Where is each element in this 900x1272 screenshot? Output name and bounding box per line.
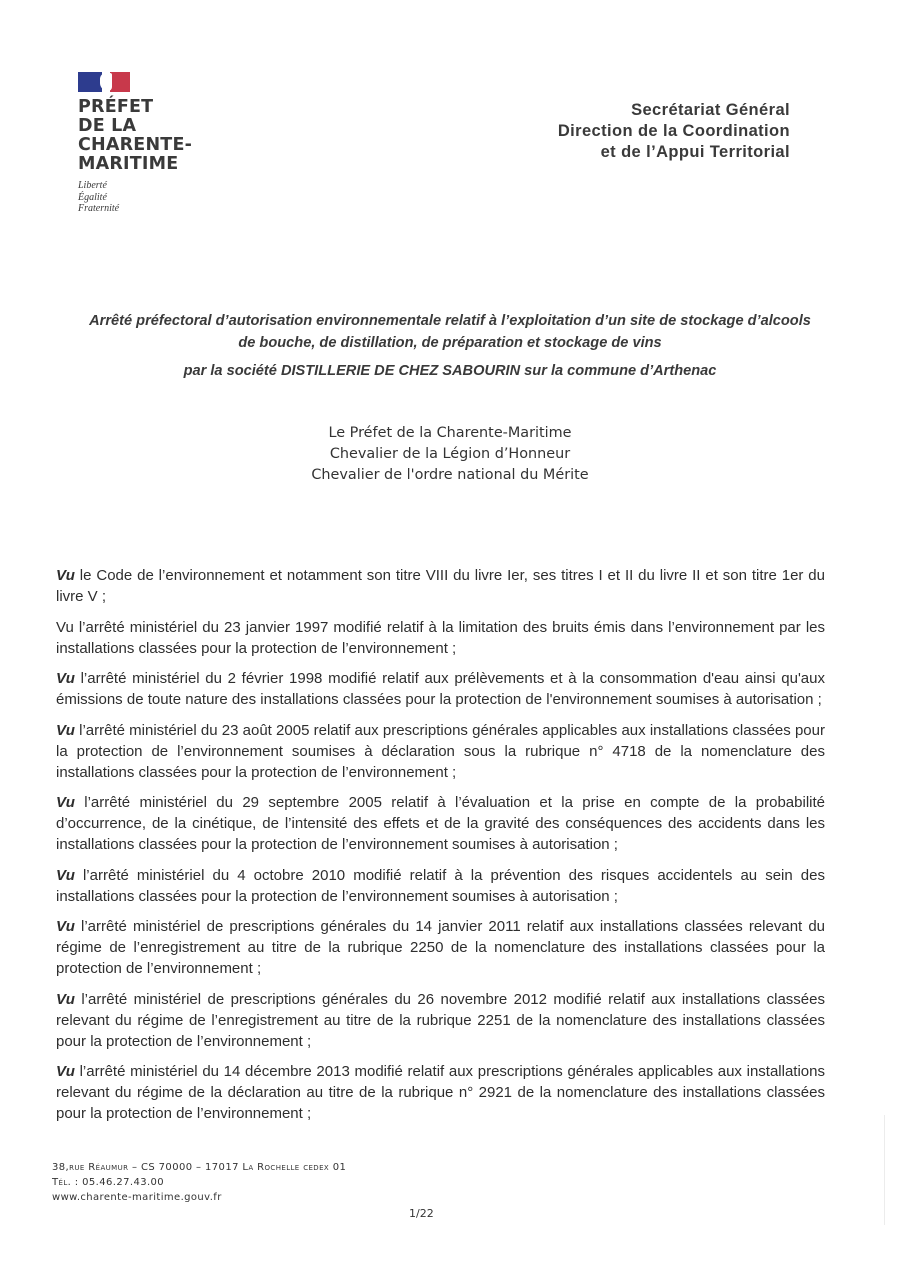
visa-text: l’arrêté ministériel de prescriptions générales du 26 novembre 2012 modifié relatif aux installations classées relevant du régime de l’enregistrement au titre de la rubrique 2251 de la nomenclature des installations classées pour la protection de l’environnement ; [56,990,825,1050]
footer-phone: Tél. : 05.46.27.43.00 [52,1177,165,1188]
title-line [50,360,850,382]
prefecture-name [78,98,218,174]
prefecture-name-line: DE LA [78,116,137,136]
prefecture-name-line: CHARENTE- [78,135,193,155]
visa-text: l’arrêté ministériel du 14 décembre 2013 modifié relatif aux prescriptions générales applicables aux installations relevant du régime de la déclaration au titre de la rubrique n° 2921 de la nomenclature des installations classées pour la protection de l’environnement ; [56,1063,825,1122]
page-number: 1/22 [409,1207,434,1220]
visa-text: l’arrêté ministériel du 2 février 1998 modifié relatif aux prélèvements et à la consommation d'eau ainsi qu'aux émissions de toute nature des installations classées pour la protection de l'environnement soumises à autorisation ; [56,670,825,708]
vu-label: Vu [56,794,75,811]
visa-paragraph [56,989,825,1052]
marianne-profile [100,73,112,91]
visa-text: l’arrêté ministériel du 4 octobre 2010 modifié relatif à la prévention des risques accidentels au sein des installations classées pour la protection de l’environnement soumises à autorisation ; [56,866,825,905]
vu-label: Vu [56,866,75,884]
vu-label: Vu [56,670,75,687]
vu-label: Vu [56,721,75,739]
subtitle-suffix: sur la commune d’Arthenac [520,363,717,379]
visa-paragraph [56,617,825,659]
title-line: Arrêté préfectoral d’autorisation environnementale relatif à l’exploitation d’un site de stockage d’alcools [89,313,811,329]
service-line: et de l’Appui Territorial [600,143,790,161]
visa-paragraph [56,792,825,855]
motto-fraternite: Fraternité [78,203,120,214]
footer-website-link[interactable]: www.charente-maritime.gouv.fr [52,1192,222,1203]
prefecture-logo [78,72,218,215]
issuing-service [558,100,790,163]
vu-label: Vu [56,618,74,636]
visa-paragraph [56,565,825,607]
visa-text: l’arrêté ministériel du 29 septembre 2005 relatif à l’évaluation et la prise en compte de la probabilité d’occurrence, de la cinétique, de l’intensité des effets et de la gravité des conséquences des accidents dans les installations classées pour la protection de l’environnement soumises à autorisation ; [56,794,825,853]
decree-subtitle [50,360,850,382]
company-name: DISTILLERIE DE CHEZ SABOURIN [280,363,521,379]
visa-text: l’arrêté ministériel du 23 janvier 1997 modifié relatif à la limitation des bruits émis dans l’environnement par les installations classées pour la protection de l’environnement ; [56,618,825,657]
prefet-line: Chevalier de l'ordre national du Mérite [311,467,589,483]
visa-text: l’arrêté ministériel de prescriptions générales du 14 janvier 2011 relatif aux installations classées relevant du régime de l’enregistrement au titre de la rubrique 2250 de la nomenclature des installations classées pour la protection de l’environnement ; [56,918,825,977]
republic-motto [78,180,218,215]
subtitle-prefix: par la société [183,363,281,379]
service-line: Direction de la Coordination [557,122,790,140]
prefet-line: Chevalier de la Légion d’Honneur [329,446,571,462]
decree-title [50,310,850,354]
visa-paragraph [56,865,825,907]
footer-address: 38,rue Réaumur – CS 70000 – 17017 La Rochelle cedex 01 [52,1162,347,1173]
visa-paragraph [56,1061,825,1124]
vu-label: Vu [56,567,75,584]
vu-label: Vu [56,990,75,1008]
visa-paragraph [56,916,825,979]
visa-paragraph [56,720,825,783]
prefet-block [250,423,650,486]
flag-red [110,72,130,92]
vu-label: Vu [56,918,75,935]
flag-blue [78,72,102,92]
visas-list [56,565,825,1134]
scan-artifact-line [884,1115,885,1225]
service-line: Secrétariat Général [631,101,790,119]
page-footer [52,1160,346,1205]
vu-label: Vu [56,1063,75,1080]
visa-text: l’arrêté ministériel du 23 août 2005 relatif aux prescriptions générales applicables aux installations classées pour la protection de l’environnement soumises à déclaration sous la rubrique n° 4718 de la nomenclature des installations classées pour la protection de l’environnement ; [56,721,825,781]
visa-text: le Code de l’environnement et notamment son titre VIII du livre Ier, ses titres I et II du livre II et son titre 1er du livre V ; [56,567,825,605]
motto-egalite: Égalité [78,191,107,203]
visa-paragraph [56,668,825,710]
prefecture-name-line: PRÉFET [78,97,154,117]
prefet-line: Le Préfet de la Charente-Maritime [328,425,572,441]
marianne-flag-icon [78,72,130,92]
motto-liberte: Liberté [78,180,107,191]
title-line: de bouche, de distillation, de préparation et stockage de vins [238,335,662,351]
prefecture-name-line: MARITIME [78,154,179,174]
